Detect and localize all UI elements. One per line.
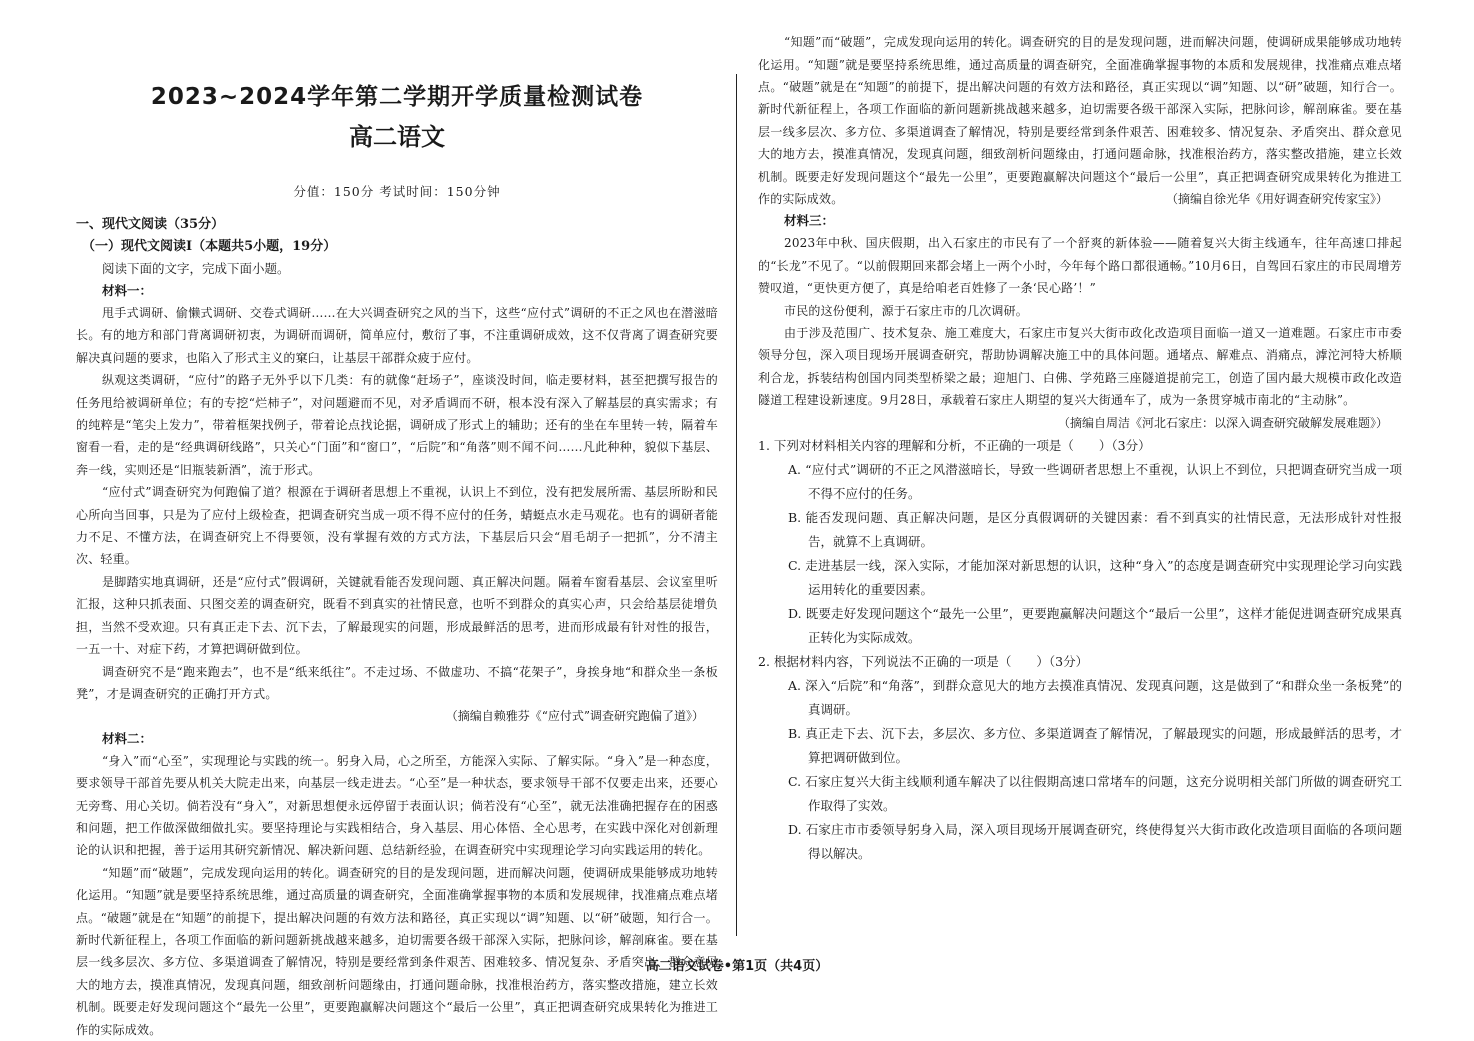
material3-paragraph: 2023年中秋、国庆假期，出入石家庄的市民有了一个舒爽的新体验——随着复兴大街主线通车，往年高速口排起的“长龙”不见了。“以前假期回来都会堵上一两个小时，今年每个路口都很通畅。”10月6日，自驾回石家庄的市民周增芳赞叹道，“更快更方便了，真是给咱老百姓修了一条‘民心路’！” (758, 236, 1402, 296)
question-2-option-c: C. 石家庄复兴大街主线顺利通车解决了以往假期高速口常堵车的问题，这充分说明相关部门所做的调查研究工作取得了实效。 (788, 774, 1402, 814)
material3-label: 材料三： (784, 213, 835, 229)
material1-paragraph: 是脚踏实地真调研，还是“应付式”假调研，关键就看能否发现问题、真正解决问题。隔着车窗看基层、会议室里听汇报，这种只抓表面、只图交差的调查研究，既看不到真实的社情民意，也听不到群众的真实心声，只会给基层徒增负担，当然不受欢迎。只有真正走下去、沉下去，了解最现实的问题，形成最鲜活的思考，进而形成最有针对性的报告，一五一十、对症下药，才算把调研做到位。 (76, 574, 718, 657)
exam-meta: 分值：150分 考试时间：150分钟 (293, 184, 501, 199)
exam-title: 2023~2024学年第二学期开学质量检测试卷 (150, 84, 644, 110)
question-1-option-c: C. 走进基层一线，深入实际，才能加深对新思想的认识，这种“身入”的态度是调查研究中实现理论学习向实践运用转化的重要因素。 (788, 558, 1402, 598)
material2-source: （摘编自徐光华《用好调查研究传家宝》） (1165, 192, 1388, 206)
question-1-option-d: D. 既要走好发现问题这个“最先一公里”，更要跑赢解决问题这个“最后一公里”，这样才能促进调查研究成果真正转化为实际成效。 (788, 606, 1402, 646)
page-footer: 高二语文试卷•第1页（共4页） (645, 959, 829, 974)
right-column (758, 35, 1402, 866)
question-1-option-b: B. 能否发现问题、真正解决问题，是区分真假调研的关键因素：看不到真实的社情民意，无法形成针对性报告，就算不上真调研。 (788, 510, 1402, 550)
material1-paragraph: “应付式”调查研究为何跑偏了道？根源在于调研者思想上不重视，认识上不到位，没有把发展所需、基层所盼和民心所向当回事，只是为了应付上级检查，把调查研究当成一项不得不应付的任务，蜻蜓点水走马观花。也有的调研者能力不足、不懂方法，在调查研究上不得要领，没有掌握有效的方式方法，下基层后只会“眉毛胡子一把抓”，分不清主次、轻重。 (76, 485, 718, 567)
question-2-stem: 2. 根据材料内容，下列说法不正确的一项是（ ）（3分） (758, 654, 1089, 670)
sub-section-heading: （一）现代文阅读Ⅰ（本题共5小题，19分） (82, 239, 337, 254)
material2-label: 材料二： (102, 730, 153, 746)
question-2-option-d: D. 石家庄市市委领导躬身入局，深入项目现场开展调查研究，终使得复兴大街市政化改造项目面临的各项问题得以解决。 (788, 822, 1402, 862)
left-column (76, 70, 718, 1037)
material3-source: （摘编自周洁《河北石家庄：以深入调查研究破解发展难题》） (1057, 415, 1388, 430)
question-2-option-b: B. 真正走下去、沉下去，多层次、多方位、多渠道调查了解情况，了解最现实的问题，形成最鲜活的思考，才算把调研做到位。 (788, 726, 1402, 766)
material3-paragraph: 市民的这份便利，源于石家庄市的几次调研。 (784, 303, 1029, 318)
material1-paragraph: 调查研究不是“跑来跑去”，也不是“纸来纸往”。不走过场、不做虚功、不搞“花架子”，身挨身地“和群众坐一条板凳”，才是调查研究的正确打开方式。 (76, 664, 718, 701)
material2-paragraph-overflow: “知题”而“破题”，完成发现向运用的转化。调查研究的目的是发现问题，进而解决问题，使调研成果能够成功地转化运用。“知题”就是要坚持系统思维，通过高质量的调查研究，全面准确掌握事物的本质和发展规律，找准痛点难点堵点。“破题”就是在“知题”的前提下，提出解决问题的有效方法和路径，真正实现以“调”知题、以“研”破题，知行合一。新时代新征程上，各项工作面临的新问题新挑战越来越多，迫切需要各级干部深入实际，把脉问诊，解剖麻雀。要在基层一线多层次、多方位、多渠道调查了解情况，特别是要经常到条件艰苦、困难较多、情况复杂、矛盾突出、群众意见大的地方去，摸准真情况，发现真问题，细致剖析问题缘由，打通问题命脉，找准根治药方，落实整改措施，建立长效机制。既要走好发现问题这个“最先一公里”，更要跑赢解决问题这个“最后一公里”，真正把调查研究成果转化为推进工作的实际成效。 (758, 35, 1402, 207)
exam-subject: 高二语文 (349, 123, 445, 151)
column-divider (736, 74, 737, 936)
material3-paragraph: 由于涉及范围广、技术复杂、施工难度大，石家庄市复兴大街市政化改造项目面临一道又一道难题。石家庄市市委领导分包，深入项目现场开展调查研究，帮助协调解决施工中的具体问题。通堵点、解难点、消痛点，滹沱河特大桥顺利合龙，拆装结构创国内同类型桥梁之最；迎旭门、白佛、学苑路三座隧道提前完工，创造了国内最大规模市政化改造隧道工程建设新速度。9月28日，承载着石家庄人期望的复兴大街通车了，成为一条贯穿城市南北的“主动脉”。 (758, 326, 1402, 408)
question-2-option-a: A. 深入“后院”和“角落”，到群众意见大的地方去摸准真情况、发现真问题，这是做到了“和群众坐一条板凳”的真调研。 (788, 678, 1402, 718)
material2-paragraph-part-a: “知题”而“破题”，完成发现向运用的转化。调查研究的目的是发现问题，进而解决问题，使调研成果能够成功地转化运用。“知题”就是要坚持系统思维，通过高质量的调查研究，全面准确掌握事物的本质和发展规律，找准痛点难点堵点。“破题”就是在“知题”的前提下，提出解决问题的有效方法和路径，真正实现以“调”知题、以“研”破题，知行合一。新时代新征程上，各项工作面临的新问题新挑战越来越多，迫切需要各级干部深入实际，把脉问诊，解剖麻雀。要在基层一线多层次、多方位、多渠道调查了解情况，特别是要经常到条件艰苦、困难较多、情况复杂、矛盾突出、群众意见大的地方去，摸准真情况，发现真问题，细致剖析问题缘由，打通问题命脉，找准根治药方，落实整改措施，建立长效机制。既要走好发现问题这个“最先一公里”，更要跑赢解决问题这个“最后一公里”，真正把调查研究成果转化为推进工作的实际成效。 (76, 865, 718, 1037)
material1-source: （摘编自赖雅芬《“应付式”调查研究跑偏了道》） (445, 709, 704, 724)
question-1-option-a: A. “应付式”调研的不正之风潜滋暗长，导致一些调研者思想上不重视，认识上不到位，只把调查研究当成一项不得不应付的任务。 (788, 462, 1402, 502)
reading-instruction: 阅读下面的文字，完成下面小题。 (102, 261, 290, 276)
material2-paragraph: “身入”而“心至”，实现理论与实践的统一。躬身入局，心之所至，方能深入实际、了解实际。“身入”是一种态度，要求领导干部首先要从机关大院走出来，向基层一线走进去。“心至”是一种状态，要求领导干部不仅要走出来，还要心无旁骛、用心关切。倘若没有“身入”，对新思想便永远停留于表面认识；倘若没有“心至”，就无法准确把握存在的困惑和问题，把工作做深做细做扎实。要坚持理论与实践相结合，身入基层、用心体悟、全心思考，在实践中深化对创新理论的认识和把握，善于运用其研究新情况、解决新问题、总结新经验，在调查研究中实现理论学习向实践运用的转化。 (76, 753, 718, 858)
material1-label: 材料一： (102, 283, 153, 298)
section-heading: 一、现代文阅读（35分） (76, 217, 225, 232)
material1-paragraph: 纵观这类调研，“应付”的路子无外乎以下几类：有的就像“赶场子”，座谈没时间，临走要材料，甚至把撰写报告的任务甩给被调研单位；有的专挖“烂柿子”，对问题避而不见，对矛盾调而不研，根本没有深入了解基层的真实需求；有的纯粹是“笔尖上发力”，带着框架找例子，带着论点找论据，调研成了形式上的辅助；还有的坐在车里转一转，隔着车窗看一看，走的是“经典调研线路”，只关心“门面”和“窗口”，“后院”和“角落”则不闻不问……凡此种种，貌似下基层、奔一线，实则还是“旧瓶装新酒”，流于形式。 (76, 373, 718, 477)
question-1-stem: 1. 下列对材料相关内容的理解和分析，不正确的一项是（ ）（3分） (758, 438, 1151, 454)
material1-paragraph: 甩手式调研、偷懒式调研、交卷式调研……在大兴调查研究之风的当下，这些“应付式”调研的不正之风也在潜滋暗长。有的地方和部门背离调研初衷，为调研而调研，简单应付，敷衍了事，不注重调研成效，这不仅背离了调查研究要解决真问题的要求，也陷入了形式主义的窠臼，让基层干部群众疲于应付。 (76, 306, 718, 365)
